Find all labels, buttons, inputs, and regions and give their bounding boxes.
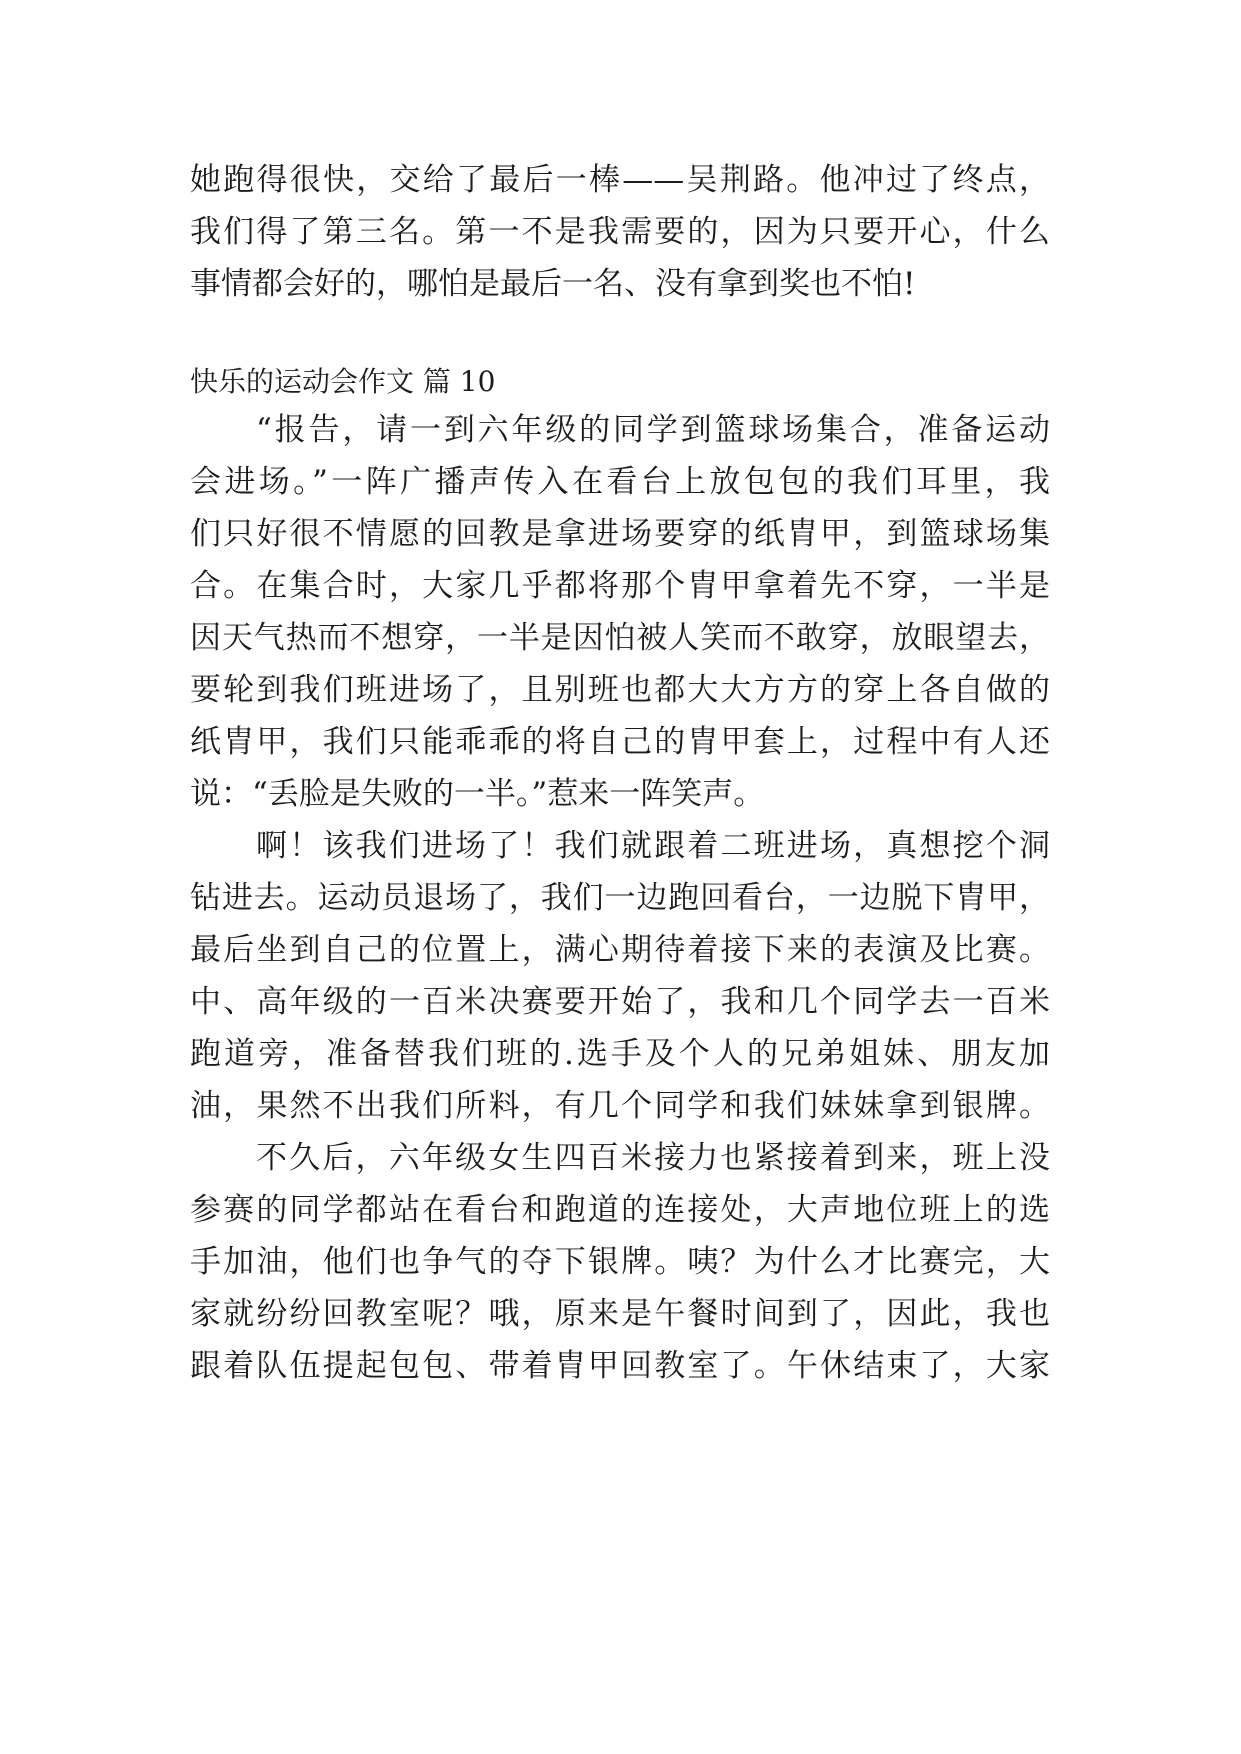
text-line: 说：“丢脸是失败的一半。”惹来一阵笑声。 [190, 776, 765, 812]
text-line: 中、高年级的一百米决赛要开始了，我和几个同学去一百米 [190, 984, 1050, 1020]
text-line: 她跑得很快，交给了最后一棒——吴荆路。他冲过了终点， [190, 162, 1050, 198]
text-line: 要轮到我们班进场了，且别班也都大大方方的穿上各自做的 [190, 672, 1050, 708]
section-title: 快乐的运动会作文 篇 10 [190, 365, 496, 398]
text-line: 事情都会好的，哪怕是最后一名、没有拿到奖也不怕! [190, 266, 916, 302]
text-line: 跑道旁，准备替我们班的.选手及个人的兄弟姐妹、朋友加 [190, 1036, 1050, 1072]
text-line: 钻进去。运动员退场了，我们一边跑回看台，一边脱下胄甲， [190, 880, 1050, 916]
text-line: 家就纷纷回教室呢？哦，原来是午餐时间到了，因此，我也 [190, 1296, 1050, 1332]
text-line: 合。在集合时，大家几乎都将那个胄甲拿着先不穿，一半是 [190, 568, 1050, 604]
text-line: “报告，请一到六年级的同学到篮球场集合，准备运动 [256, 412, 1050, 448]
text-line: 我们得了第三名。第一不是我需要的，因为只要开心，什么 [190, 214, 1050, 250]
text-line: 啊！该我们进场了！我们就跟着二班进场，真想挖个洞 [256, 828, 1050, 864]
text-line: 手加油，他们也争气的夺下银牌。咦？为什么才比赛完，大 [190, 1244, 1050, 1280]
text-line: 会进场。”一阵广播声传入在看台上放包包的我们耳里，我 [190, 464, 1050, 500]
text-line: 参赛的同学都站在看台和跑道的连接处，大声地位班上的选 [190, 1192, 1050, 1228]
text-line: 跟着队伍提起包包、带着胄甲回教室了。午休结束了，大家 [190, 1348, 1050, 1384]
text-line: 最后坐到自己的位置上，满心期待着接下来的表演及比赛。 [190, 932, 1050, 968]
text-line: 不久后，六年级女生四百米接力也紧接着到来，班上没 [256, 1140, 1050, 1176]
text-line: 们只好很不情愿的回教是拿进场要穿的纸胄甲，到篮球场集 [190, 516, 1050, 552]
text-line: 纸胄甲，我们只能乖乖的将自己的胄甲套上，过程中有人还 [190, 724, 1050, 760]
text-line: 油，果然不出我们所料，有几个同学和我们妹妹拿到银牌。 [190, 1088, 1050, 1124]
text-line: 因天气热而不想穿，一半是因怕被人笑而不敢穿，放眼望去， [190, 620, 1050, 656]
